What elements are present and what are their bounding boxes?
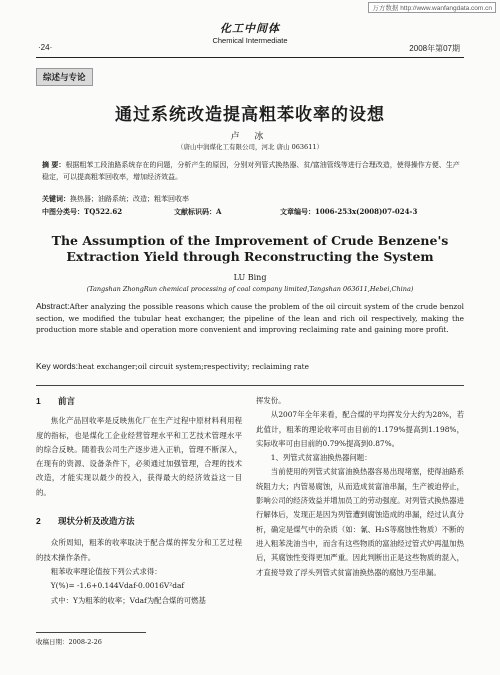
subsection-1-heading: 1、列管式贫富油换热器问题： [270, 453, 372, 463]
journal-logo-en: Chemical Intermediate [212, 36, 288, 45]
section-1-paragraph: 焦化产品回收率是反映焦化厂在生产过程中原材料利用程度的指标，也是煤化工企业经营管理水平和工艺技术管理水平的综合反映。随着我公司生产逐步进入正轨，管理不断深入，在现有的资源、设备条件下，必须通过加强管理，合理的技术改造，才能实现以最少的投入，获得最大的经济效益这一目的。 [36, 416, 242, 497]
abstract-cn [42, 159, 460, 183]
author-cn: 卢 冰 [230, 132, 270, 142]
header-rule [36, 57, 464, 58]
abstract-cn-label: 摘 要： [42, 160, 66, 169]
keywords-cn-text: 换热器；油路系统；改造；粗苯回收率 [70, 195, 189, 203]
abstract-en-text: After analyzing the possible reasons which cause the problem of the oil circuit system of the crude benzol section, we modified the tubular heat exchanger, the pipeline of the lean and rich oil respectively, making the production more stable and operation more convenient and improving reclaiming rate and gaining more profit. [36, 302, 464, 334]
affiliation-en: (Tangshan ZhongRun chemical processing of coal company limited,Tangshan 063611,Hebei,China) [86, 285, 414, 293]
abstract-en-label: Abstract: [36, 301, 70, 311]
formula-note: 式中：Y为粗苯的收率；Vdaf为配合煤的可燃基 [50, 595, 206, 605]
right-paragraph-1: 从2007年全年来看，配合煤的平均挥发分大约为28%，若此值计，粗苯的理论收率可由目前的1.179%提高到1.198%，实际收率可由目前的0.79%提高到0.87%。 [256, 410, 464, 448]
keywords-cn [42, 193, 460, 205]
section-1-title: 前言 [58, 396, 76, 406]
section-tag: 综述与专论 [36, 68, 93, 86]
clc-number: 中图分类号：TQ522.62 [42, 207, 123, 216]
yield-formula: Y(%)= -1.6+0.144Vdaf-0.0016V²daf [50, 581, 185, 591]
abstract-divider [36, 385, 464, 386]
keywords-cn-label: 关键词： [42, 194, 70, 203]
keywords-en-label: Key words: [36, 361, 79, 371]
section-2-title: 现状分析及改造方法 [58, 516, 135, 527]
article-title-en: The Assumption of the Improvement of Crude Benzene's Extraction Yield through Reconstructing the System [51, 233, 449, 264]
page-number: ·24· [38, 43, 53, 52]
section-2-paragraph-2: 粗苯收率理论值按下列公式求得： [50, 566, 162, 576]
abstract-cn-text: 根据粗苯工段油路系统存在的问题，分析产生的原因，分别对列管式换热器、贫/富油管线等进行合理改造，使得操作方便、生产稳定，可以提高粗苯回收率，增加经济效益。 [42, 161, 460, 181]
section-2-paragraph-1: 众所周知，粗苯的收率取决于配合煤的挥发分和工艺过程的技术操作条件。 [36, 538, 242, 562]
received-date: 收稿日期：2008-2-26 [36, 638, 102, 646]
journal-logo-cn: 化工中间体 [220, 23, 280, 35]
issue-label: 2008年第07期 [409, 44, 460, 53]
watermark-stamp: 万方数据 http://www.wanfangdata.com.cn [368, 2, 496, 13]
body-left-column [36, 394, 242, 608]
footnote-rule [36, 632, 146, 633]
section-2-number: 2 [36, 516, 41, 527]
author-en: LU Bing [233, 273, 267, 282]
abstract-en [36, 301, 464, 336]
body-right-column [256, 394, 464, 580]
document-code: 文献标识码：A [174, 207, 222, 216]
section-1-number: 1 [36, 396, 41, 406]
keywords-en-text: heat exchanger;oil circuit system;respectivity; reclaiming rate [78, 362, 309, 371]
article-title-cn: 通过系统改造提高粗苯收率的设想 [115, 105, 385, 125]
section-1-heading [36, 394, 242, 408]
affiliation-cn: （唐山中润煤化工有限公司，河北 唐山 063611） [177, 143, 323, 151]
article-number: 文章编号：1006-253x(2008)07-024-3 [280, 207, 418, 216]
keywords-en [36, 361, 464, 371]
continued-text: 挥发份。 [256, 396, 286, 405]
section-2-heading [36, 514, 242, 528]
right-paragraph-2: 当前使用的列管式贫富油换热器容易出现堵塞，使得油路系统阻力大；内管易腐蚀，从而造成贫富油串漏，生产被迫停止，影响公司的经济效益并增加员工的劳动强度。对列管式换热器进行解体后，发现正是因为列管遭到腐蚀造成的串漏，经过认真分析，确定是煤气中的杂质（如：氰、H₂S等腐蚀性物质）不断的进入粗苯洗油当中，而含有这些物质的富油经过管式炉再温加热后，其腐蚀性变得更加严重。因此判断出正是这些物质的混入，才直接导致了浮头列管式贫富油换热器的腐蚀乃至串漏。 [256, 467, 464, 577]
